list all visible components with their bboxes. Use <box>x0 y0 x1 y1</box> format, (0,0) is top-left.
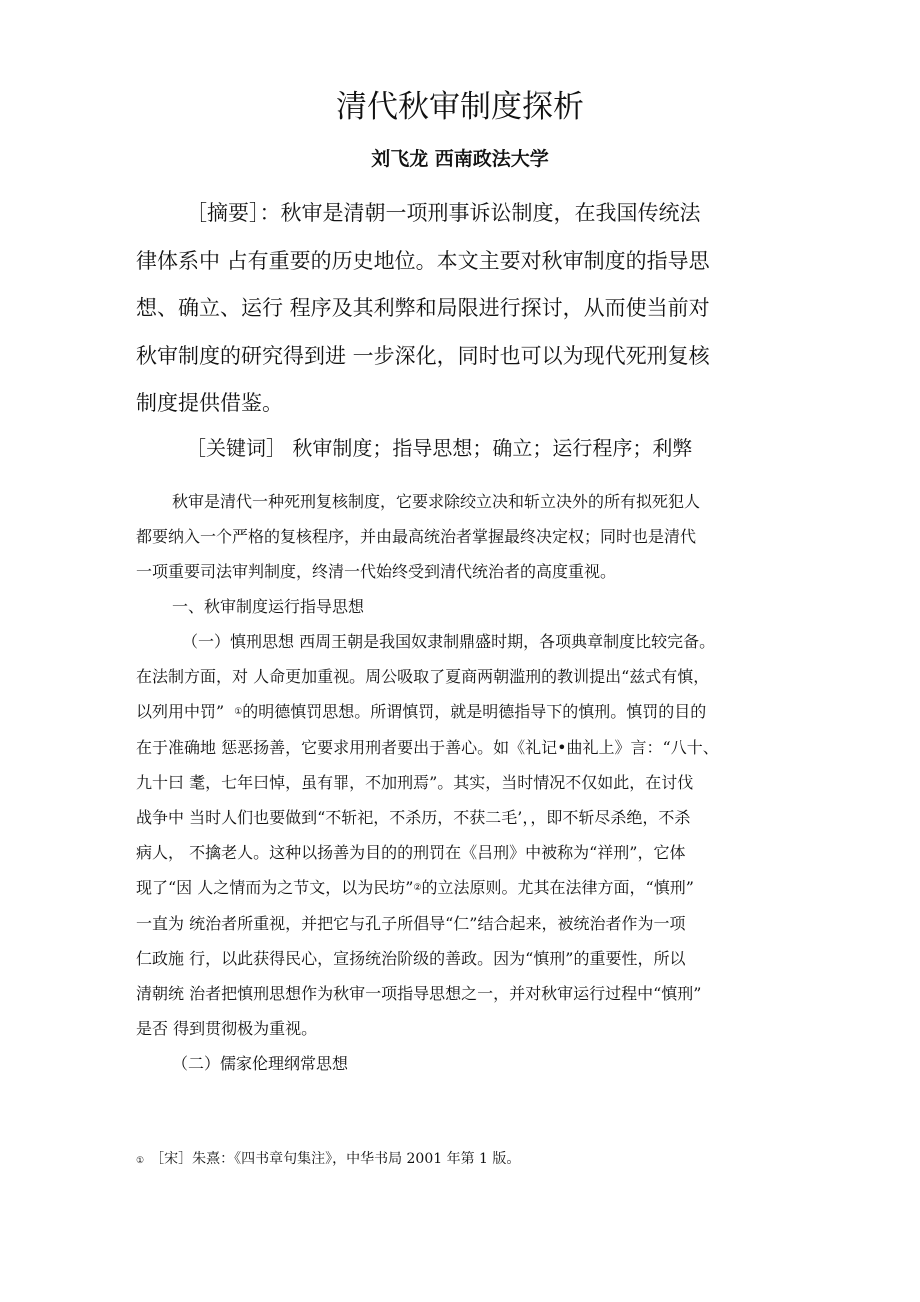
footnote-mark: ① <box>136 1156 145 1166</box>
author-line: 刘飞龙 西南政法大学 <box>371 148 549 170</box>
section-heading: 一、秋审制度运行指导思想 <box>172 597 365 616</box>
footnote <box>136 1147 796 1173</box>
body-line <box>136 694 796 730</box>
body-line: （一）慎刑思想 西周王朝是我国奴隶制鼎盛时期，各项典章制度比较完备。 <box>182 632 716 651</box>
body-line <box>136 870 796 906</box>
body-line: 一直为 统治者所重视，并把它与孔子所倡导“仁”结合起来，被统治者作为一项 <box>136 914 686 933</box>
body-line: 是否 得到贯彻极为重视。 <box>136 1019 318 1038</box>
body-line: 清朝统 治者把慎刑思想作为秋审一项指导思想之一，并对秋审运行过程中“慎刑” <box>136 984 702 1003</box>
abstract-line: ［摘要］：秋审是清朝一项刑事诉讼制度，在我国传统法 <box>186 201 701 225</box>
body-line-part: 的立法原则。尤其在法律方面，“慎刑” <box>421 878 694 897</box>
body-line: 一项重要司法审判制度，终清一代始终受到清代统治者的高度重视。 <box>136 562 617 581</box>
body-line: 病人， 不擒老人。这种以扬善为目的的刑罚在《吕刑》中被称为“祥刑”，它体 <box>136 843 686 862</box>
body-line-part: 的明德慎罚思想。所谓慎罚，就是明德指导下的慎刑。慎罚的目的 <box>242 702 707 721</box>
abstract <box>136 190 796 428</box>
body-line: 战争中 当时人们也要做到“不斩祀，不杀历，不获二毛’，，即不斩尽杀绝，不杀 <box>136 808 691 827</box>
section-subheading: （二）儒家伦理纲常思想 <box>172 1054 349 1073</box>
body-line: 都要纳入一个严格的复核程序，并由最高统治者掌握最终决定权；同时也是清代 <box>136 527 697 546</box>
body-line: 秋审是清代一种死刑复核制度，它要求除绞立决和斩立决外的所有拟死犯人 <box>172 492 701 511</box>
abstract-line: 秋审制度的研究得到进 一步深化，同时也可以为现代死刑复核 <box>136 343 710 368</box>
footnote-text: ［宋］朱熹：《四书章句集注》，中华书局 2001 年第 1 版。 <box>150 1151 521 1167</box>
footnote-ref[interactable]: ① <box>234 707 243 717</box>
body-line: 九十曰 耄，七年曰悼，虽有罪，不加刑焉”。其实，当时情况不仅如此，在讨伐 <box>136 773 694 792</box>
abstract-line: 律体系中 占有重要的历史地位。本文主要对秋审制度的指导思 <box>136 248 710 273</box>
body-line: 仁政施 行，以此获得民心，宣扬统治阶级的善政。因为“慎刑”的重要性，所以 <box>136 949 686 968</box>
body-line-part: 现了“因 人之情而为之节文，以为民坊” <box>136 878 414 897</box>
body-line-part: 以列用中罚” <box>136 702 225 721</box>
abstract-line: 想、确立、运行 程序及其利弊和局限进行探讨，从而使当前对 <box>136 296 710 320</box>
body-text <box>136 484 796 1081</box>
abstract-line: 制度提供借鉴。 <box>136 391 283 415</box>
footnote-ref[interactable]: ② <box>413 883 422 893</box>
keywords: ［关键词］ 秋审制度；指导思想；确立；运行程序；利弊 <box>186 436 693 460</box>
body-line: 在法制方面，对 人命更加重视。周公吸取了夏商两朝滥刑的教训提出“兹式有慎， <box>136 667 710 686</box>
body-line: 在于准确地 惩恶扬善，它要求用刑者要出于善心。如《礼记•曲礼上》言：“八十、 <box>136 738 719 757</box>
page-title: 清代秋审制度探析 <box>336 89 584 125</box>
